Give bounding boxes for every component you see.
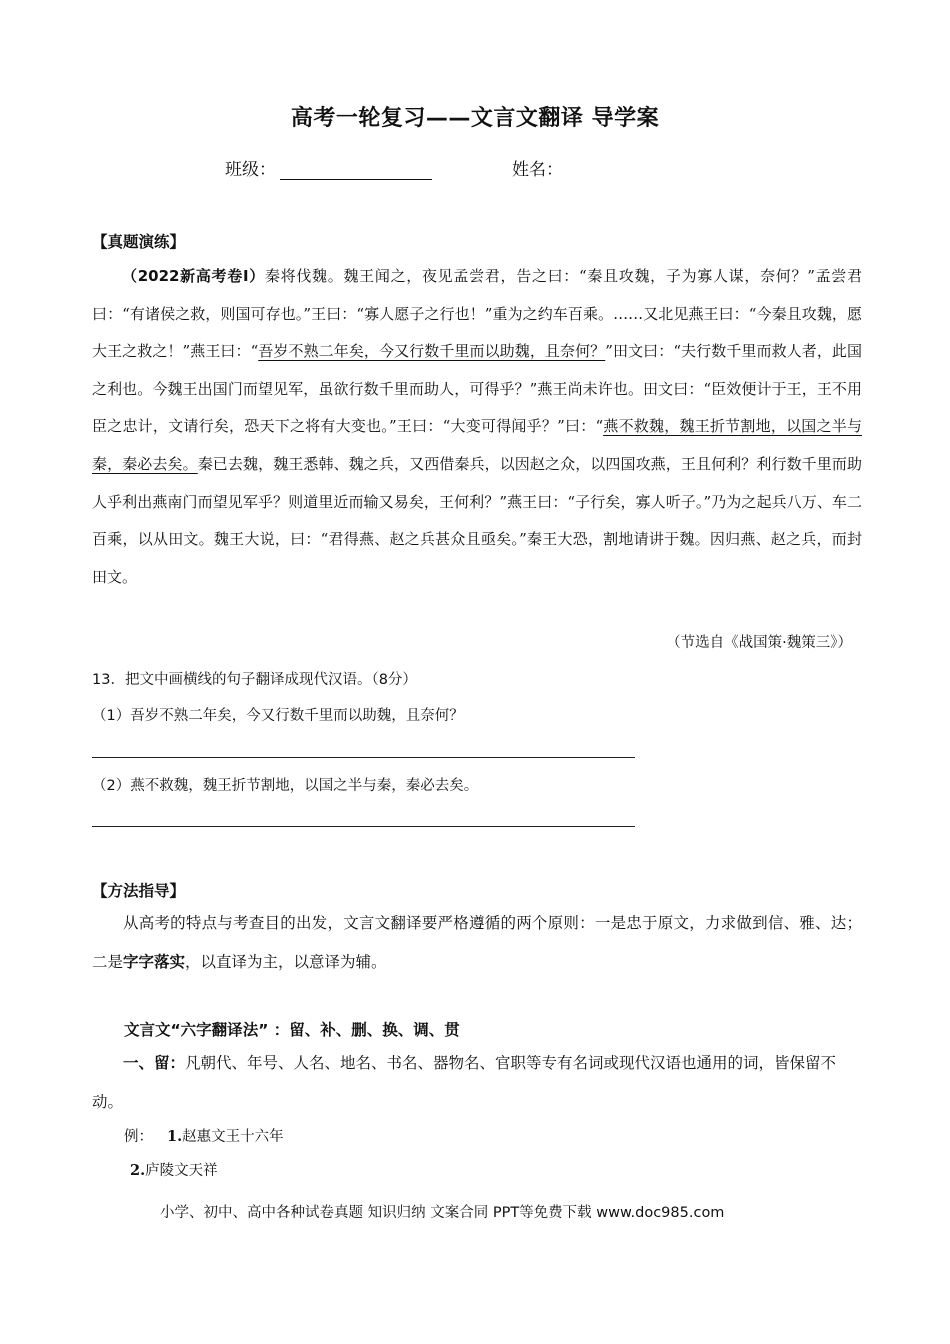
example-label: 例： xyxy=(124,1129,153,1145)
method-intro-text-end: ，以直译为主，以意译为辅。 xyxy=(185,953,387,971)
answer-line-2[interactable] xyxy=(92,826,635,827)
example-2-number: 2. xyxy=(130,1162,146,1179)
name-label: 姓名： xyxy=(512,160,563,180)
page-footer: 小学、初中、高中各种试卷真题 知识归纳 文案合同 PPT等免费下载 www.doc985.com xyxy=(160,1205,725,1221)
example-1 xyxy=(124,1125,284,1146)
method-intro-emphasis: 字字落实 xyxy=(123,953,186,971)
rule-one xyxy=(92,1044,862,1122)
example-2-text: 庐陵文天祥 xyxy=(145,1163,218,1179)
passage-text-1: 秦将伐魏。魏王闻之，夜见孟尝君，告之曰：“秦且攻魏，子为寡人谋，奈何？”孟尝君曰：“有诸侯之救，则国可存也。”王曰：“寡人愿子之行也！”重为之约车百乘。……又北见燕王曰：“今秦且攻魏，愿大王之救之！”燕王曰：“ xyxy=(92,267,862,361)
question-item-2: （2）燕不救魏，魏王折节割地，以国之半与秦，秦必去矣。 xyxy=(92,778,479,794)
underlined-sentence-1: 吾岁不熟二年矣，今又行数千里而以助魏，且奈何？ xyxy=(258,342,606,361)
example-1-number: 1. xyxy=(167,1128,183,1145)
passage-text-2: ”田文曰：“夫行数千里而救人者，此国之利也。今魏王出国门而望见军，虽欲行数千里而助人，可得乎？”燕王尚未许也。田文曰：“臣效便计于王，王不用臣之忠计，文请行矣，恐天下之将有大变也。”王曰：“大变可得闻乎？”曰：“ xyxy=(92,342,862,436)
rule-one-text: 凡朝代、年号、人名、地名、书名、器物名、官职等专有名词或现代汉语也通用的词，皆保留不动。 xyxy=(92,1054,837,1111)
answer-line-1[interactable] xyxy=(92,757,635,758)
section-heading-method: 【方法指导】 xyxy=(92,882,186,900)
passage-source-tag: （2022新高考卷Ⅰ） xyxy=(122,267,265,285)
method-intro xyxy=(92,904,862,982)
class-field xyxy=(225,155,432,180)
question-item-1: （1）吾岁不熟二年矣，今又行数千里而以助魏，且奈何？ xyxy=(92,708,464,724)
example-1-text: 赵惠文王十六年 xyxy=(182,1129,284,1145)
rule-one-heading: 一、留： xyxy=(123,1054,186,1072)
underlined-sentence-2: 燕不救魏，魏王折节割地，以国之半与秦，秦必去矣。 xyxy=(92,417,862,473)
section-heading-practice: 【真题演练】 xyxy=(92,233,186,251)
classical-passage xyxy=(92,258,862,596)
six-method-title: 文言文“六字翻译法” ：留、补、删、换、调、贯 xyxy=(124,1021,460,1039)
name-field xyxy=(512,155,563,180)
passage-source: （节选自《战国策·魏策三》） xyxy=(666,635,852,651)
example-2 xyxy=(130,1159,218,1180)
page-title: 高考一轮复习——文言文翻译 导学案 xyxy=(290,106,660,131)
class-label: 班级： xyxy=(225,160,276,180)
question-stem: 13．把文中画横线的句子翻译成现代汉语。（8分） xyxy=(92,672,417,688)
passage-text-3: 秦已去魏，魏王悉韩、魏之兵，又西借秦兵，以因赵之众，以四国攻燕，王且何利？利行数千里而助人乎利出燕南门而望见军乎？则道里近而输又易矣，王何利？”燕王曰：“子行矣，寡人听子。”乃为之起兵八万、车二百乘，以从田文。魏王大说，曰：“君得燕、赵之兵甚众且亟矣。”秦王大恐，割地请讲于魏。因归燕、赵之兵，而封田文。 xyxy=(92,454,862,586)
method-intro-text: 从高考的特点与考查目的出发，文言文翻译要严格遵循的两个原则：一是忠于原文，力求做到信、雅、达；二是 xyxy=(92,914,862,971)
class-blank-line xyxy=(280,161,432,180)
